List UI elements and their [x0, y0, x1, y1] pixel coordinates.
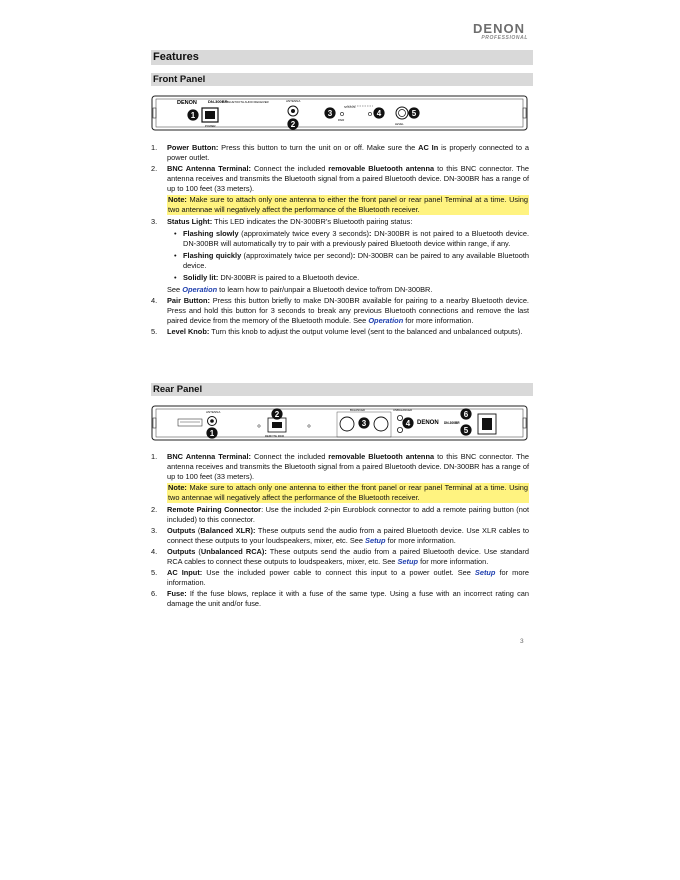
- rear-item-3-title2: Balanced XLR: [200, 526, 251, 535]
- callout-2-label: 2: [290, 120, 296, 129]
- setup-link-2[interactable]: Setup: [397, 557, 419, 566]
- front-note-text: Make sure to attach only one antenna to either the front panel or rear panel Terminal at a time. Using two antennae will negatively affect the performance of the Bluetooth receiver.: [168, 195, 528, 214]
- see-post: to learn how to pair/unpair a Bluetooth device to/from DN-300BR.: [217, 285, 433, 294]
- status-bullet-2-rest: DN-300BR can be paired to any available Bluetooth device.: [183, 251, 530, 270]
- xlr-left-drawing: [340, 417, 354, 431]
- rear-item-4-text: These outputs send the audio from a paired Bluetooth device. Use standard RCA cables to connect these outputs to loudspeakers, mixer, etc. See: [167, 547, 529, 566]
- status-bullet-3: • Solidly lit: DN-300BR is paired to a Bluetooth device.: [174, 273, 360, 282]
- rear-item-4-paren-close: ):: [261, 547, 267, 556]
- front-brand: DENON: [177, 100, 197, 106]
- front-item-4-title: Pair Button:: [167, 296, 210, 305]
- rear-item-4-paren-open: (: [195, 547, 201, 556]
- status-bullet-2: • Flashing quickly (approximately twice per second): DN-300BR can be paired to any available Bluetooth device.: [174, 251, 530, 270]
- rear-callout-2-label: 2: [274, 410, 280, 419]
- status-bullet-1-bold: Flashing slowly: [183, 229, 239, 238]
- front-item-3-text: This LED indicates the DN-300BR’s Bluetooth pairing status:: [212, 217, 413, 226]
- rear-item-3-title: Outputs: [167, 526, 196, 535]
- rear-item-3-text: These outputs send the audio from a paired Bluetooth device. Use XLR cables to connect these outputs to your loudspeakers, mixer, etc. See: [167, 526, 529, 545]
- front-item-5-title: Level Knob:: [167, 327, 210, 336]
- rear-antenna-label: ANTENNA: [206, 410, 221, 414]
- front-item-1: [151, 143, 529, 163]
- front-panel-diagram: [151, 94, 528, 132]
- front-item-1-bold: AC In: [418, 143, 439, 152]
- front-item-1-num: 1.: [151, 143, 158, 152]
- rear-item-2: [151, 505, 529, 525]
- rear-item-4-title2: Unbalanced RCA: [200, 547, 262, 556]
- setup-link-3[interactable]: Setup: [474, 568, 496, 577]
- front-item-2-bold: removable Bluetooth antenna: [328, 164, 435, 173]
- rear-item-1-num: 1.: [151, 452, 158, 461]
- rear-item-1-title: BNC Antenna Terminal:: [167, 452, 251, 461]
- rear-item-3-num: 3.: [151, 526, 158, 535]
- rear-item-4: [151, 547, 529, 567]
- xlr-right-drawing: [374, 417, 388, 431]
- rear-panel-list: [151, 452, 529, 610]
- status-bullet-1: • Flashing slowly (approximately twice every 3 seconds): DN-300BR is not paired to a Bluetooth device. DN-300BR will automatically try to pair with a previously paired Bluetooth device within range, if any.: [174, 229, 530, 248]
- rear-item-6-text: If the fuse blows, replace it with a fuse of the same type. Using a fuse with an incorrect rating can damage the unit and/or fuse.: [167, 589, 529, 608]
- operation-link-2[interactable]: Operation: [368, 316, 404, 325]
- status-bullet-2-bold: Flashing quickly: [183, 251, 242, 260]
- rear-callout-3-label: 3: [361, 419, 367, 428]
- front-item-2-pre: Connect the included: [251, 164, 329, 173]
- status-bullet-1-colon: :: [369, 229, 372, 238]
- callout-4-label: 4: [376, 109, 382, 118]
- front-item-2-num: 2.: [151, 164, 158, 173]
- rear-item-5-num: 5.: [151, 568, 158, 577]
- front-item-4-text: Press this button briefly to make DN-300BR available for pairing to a nearby Bluetooth device. Press and hold this button for 3 seconds to break any previous Bluetooth connections and remove the last paired device from the memory of the Bluetooth module. See: [167, 296, 529, 325]
- front-antenna-label: ANTENNA: [286, 99, 301, 103]
- rear-item-3-paren-open: (: [195, 526, 201, 535]
- front-panel-heading: Front Panel: [151, 73, 533, 86]
- section-title-features: Features: [151, 50, 533, 65]
- front-note: [167, 195, 529, 215]
- level-knob-drawing: [396, 107, 408, 119]
- rear-panel-diagram: [151, 404, 528, 442]
- front-note-label: Note:: [168, 195, 187, 204]
- rear-item-5-text: Use the included power cable to connect this input to a power outlet. See: [202, 568, 475, 577]
- rear-item-1-bold: removable Bluetooth antenna: [328, 452, 435, 461]
- front-item-2: [151, 164, 529, 215]
- page-number: 3: [520, 638, 524, 645]
- rear-model: DN-300BR: [444, 421, 460, 425]
- front-panel-svg: [151, 94, 528, 132]
- front-item-4: [151, 296, 529, 326]
- level-label: LEVEL: [395, 122, 404, 126]
- front-item-4-post: for more information.: [403, 316, 474, 325]
- status-bullet-1-mid: (approximately twice every 3 seconds): [238, 229, 370, 238]
- setup-link-1[interactable]: Setup: [365, 536, 386, 545]
- rear-item-5-post: for more information.: [167, 568, 530, 587]
- rear-callout-1-label: 1: [209, 429, 215, 438]
- rear-panel-svg: [151, 404, 528, 442]
- see-operation-line: [167, 285, 529, 295]
- rear-brand: DENON: [417, 420, 439, 426]
- rear-callout-5-label: 5: [463, 426, 469, 435]
- front-item-5: [151, 327, 529, 337]
- rear-item-6-num: 6.: [151, 589, 158, 598]
- rear-item-6: [151, 589, 529, 609]
- power-button-inner: [205, 111, 215, 119]
- callout-3-label: 3: [327, 109, 333, 118]
- front-panel-list: [151, 143, 529, 338]
- pair-label: PAIR: [338, 118, 345, 122]
- front-item-3-num: 3.: [151, 217, 158, 226]
- balanced-label: BALANCED: [350, 408, 366, 412]
- status-label: STATUS: [344, 105, 356, 109]
- power-label: POWER: [205, 124, 216, 128]
- rca-bottom-drawing: [397, 427, 402, 432]
- front-item-3-title: Status Light:: [167, 217, 213, 226]
- status-bullet-3-rest: DN-300BR is paired to a Bluetooth device.: [218, 273, 360, 282]
- front-model-sub: BLUETOOTH AUDIO RECEIVER: [227, 100, 269, 104]
- rear-item-3-paren-close: ):: [250, 526, 256, 535]
- logo-brand: DENON: [473, 21, 525, 36]
- rear-note-text: Make sure to attach only one antenna to either the front panel or rear panel Terminal at a time. Using two antennae will negatively affect the performance of the Bluetooth receiver.: [168, 483, 528, 502]
- rear-callout-4-label: 4: [405, 419, 411, 428]
- see-pre: See: [167, 285, 183, 294]
- front-item-2-post: to this BNC connector. The antenna receives and transmits the Bluetooth signal from a paired Bluetooth device. DN-300BR has a range of up to 100 feet (33 meters).: [167, 164, 529, 193]
- front-item-1-title: Power Button:: [167, 143, 219, 152]
- rear-item-4-post: for more information.: [418, 557, 489, 566]
- front-item-1-pre: Press this button to turn the unit on or off. Make sure the: [218, 143, 419, 152]
- status-bullet-1-rest: DN-300BR is not paired to a Bluetooth device. DN-300BR will automatically try to pair with a previously paired Bluetooth device within range, if any.: [183, 229, 530, 248]
- rear-item-5-title: AC Input:: [167, 568, 203, 577]
- rear-item-6-title: Fuse:: [167, 589, 187, 598]
- callout-1-label: 1: [190, 111, 196, 120]
- status-bullets: [173, 229, 529, 283]
- rca-top-drawing: [397, 415, 402, 420]
- status-bullet-2-colon: :: [352, 251, 356, 260]
- rear-item-2-text: : Use the included 2-pin Euroblock connector to add a remote pairing button (not included) to this connector.: [167, 505, 530, 524]
- front-item-5-text: Turn this knob to adjust the output volume level (sent to the balanced and unbalanced outputs).: [209, 327, 523, 336]
- rear-note: [167, 483, 529, 503]
- front-item-4-num: 4.: [151, 296, 158, 305]
- callout-5-label: 5: [411, 109, 417, 118]
- rear-item-2-title: Remote Pairing Connector: [167, 505, 262, 514]
- rear-item-4-title: Outputs: [167, 547, 196, 556]
- front-item-3: [151, 217, 529, 295]
- front-model: DN-300BR: [208, 99, 228, 104]
- operation-link[interactable]: Operation: [182, 285, 218, 294]
- status-bullet-2-mid: (approximately twice per second): [241, 251, 353, 260]
- front-item-2-title: BNC Antenna Terminal:: [167, 164, 251, 173]
- denon-professional-logo: [470, 22, 528, 41]
- rear-callout-6-label: 6: [463, 410, 469, 419]
- front-item-5-num: 5.: [151, 327, 158, 336]
- rear-item-5: [151, 568, 529, 588]
- rear-item-2-num: 2.: [151, 505, 158, 514]
- status-bullet-3-bold: Solidly lit:: [183, 273, 219, 282]
- rear-item-3-post: for more information.: [385, 536, 456, 545]
- rear-item-1-pre: Connect the included: [251, 452, 329, 461]
- logo-sub: PROFESSIONAL: [481, 35, 528, 41]
- remote-pair-label: REMOTE PAIR: [265, 434, 285, 438]
- unbalanced-label: UNBALANCED: [393, 408, 413, 412]
- front-item-1-post: is properly connected to a power outlet.: [167, 143, 530, 162]
- rear-note-label: Note:: [168, 483, 187, 492]
- rear-item-1-post: to this BNC connector. The antenna receives and transmits the Bluetooth signal from a paired Bluetooth device. DN-300BR has a range of up to 100 feet (33 meters).: [167, 452, 529, 481]
- rear-item-1: [151, 452, 529, 503]
- rear-panel-heading: Rear Panel: [151, 383, 533, 396]
- rear-item-4-num: 4.: [151, 547, 158, 556]
- rear-item-3: [151, 526, 529, 546]
